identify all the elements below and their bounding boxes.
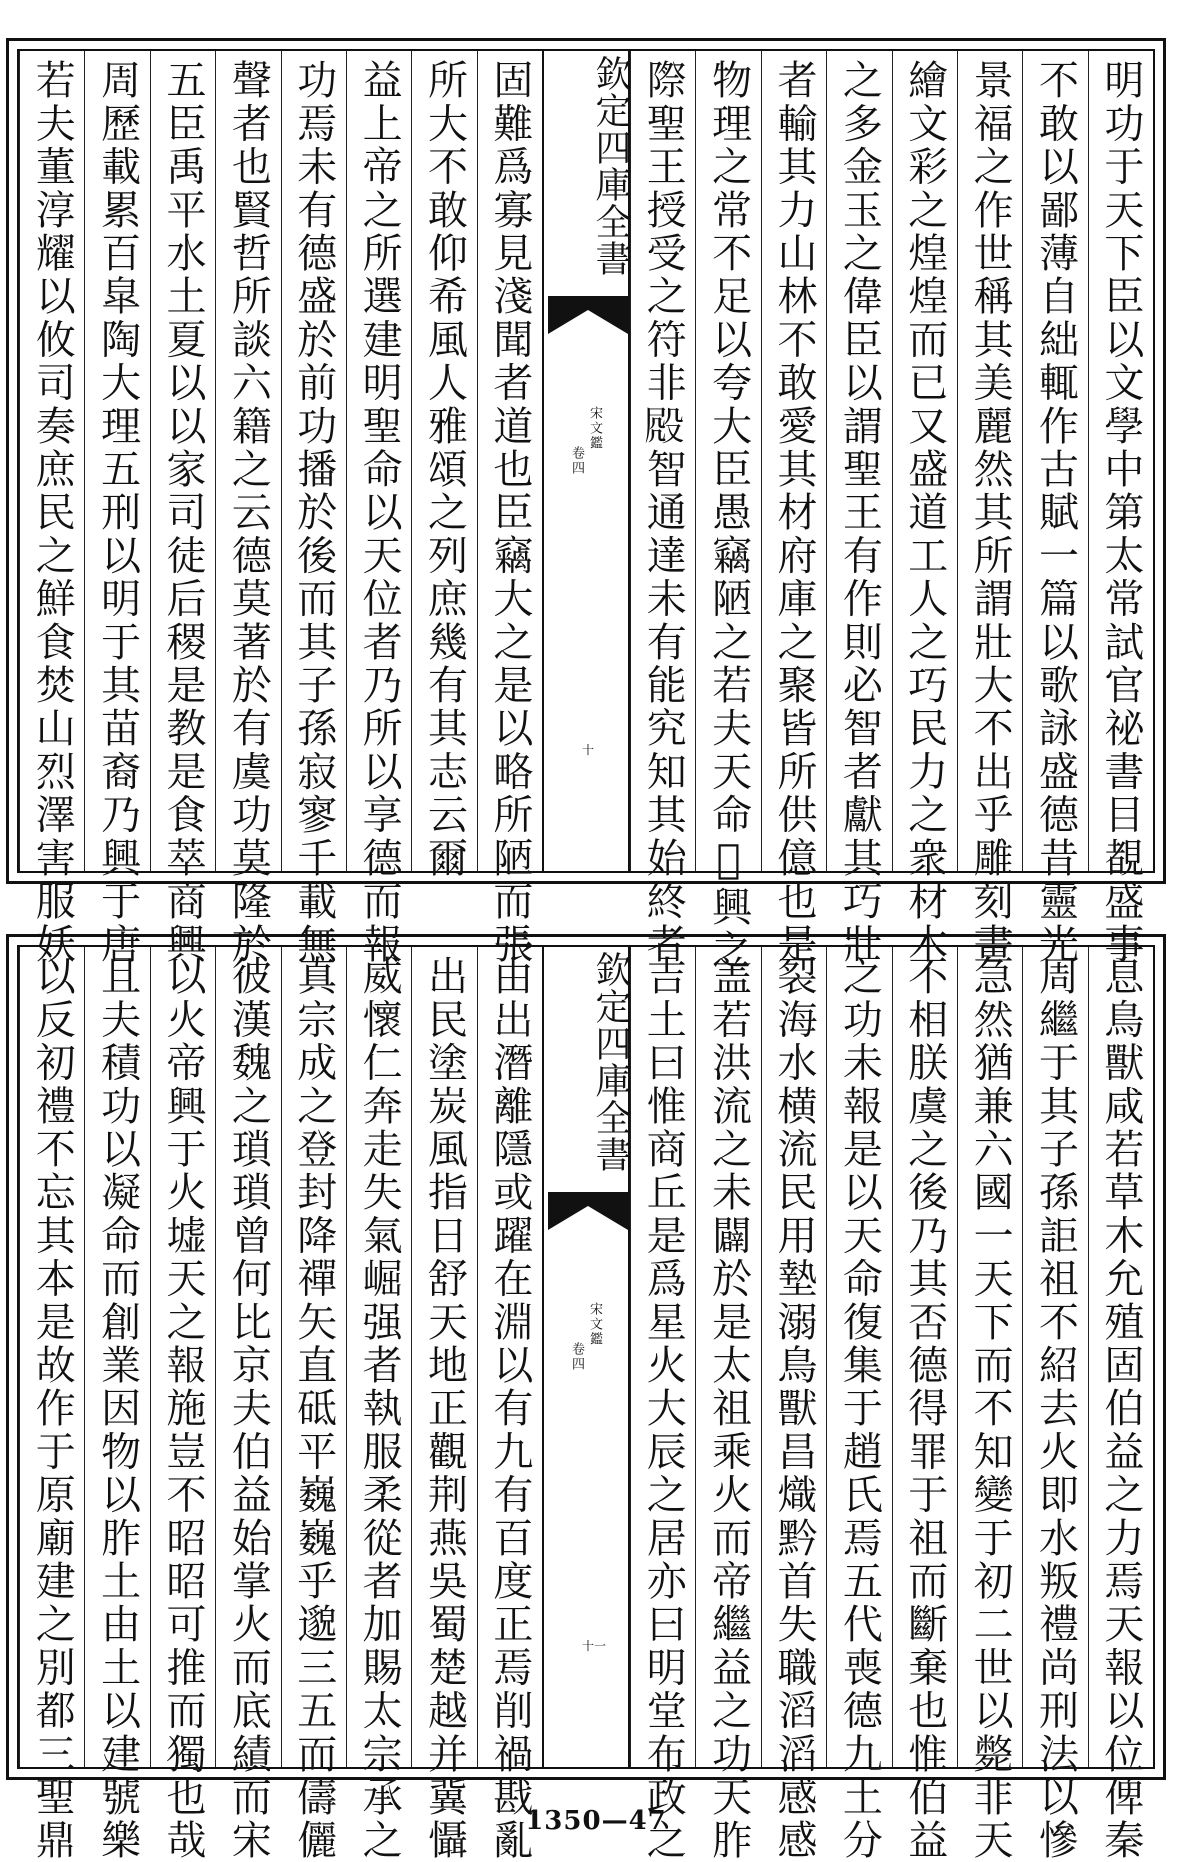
lower-fish-tail-mark-icon — [548, 1192, 628, 1232]
upper-collection-title: 欽定四庫全書 — [590, 55, 631, 277]
lower-left-column-1 — [477, 947, 542, 1862]
lower-right-column-1-text: 息鳥獸咸若草木允殖固伯益之力焉天報以位俾秦 — [1097, 955, 1144, 1862]
upper-left-column-2-text: 所大不敢仰希風人雅頌之列庶幾有其志云爾 — [421, 59, 468, 880]
lower-left-column-7-text: 且夫積功以凝命而創業因物以胙土由土以建號樂 — [94, 955, 141, 1862]
lower-right-column-8 — [630, 947, 695, 1862]
lower-right-column-7-text: 盖若洪流之未闢於是太祖乘火而帝繼益之功天胙 — [705, 955, 752, 1862]
lower-right-column-6-text: 裂海水横流民用墊溺鳥獸昌熾黔首失職滔滔感感 — [770, 955, 817, 1862]
lower-left-column-2 — [411, 947, 476, 1862]
upper-left-column-5 — [215, 51, 280, 967]
upper-right-column-2 — [1022, 51, 1087, 967]
lower-left-column-5-text: 彼漢魏之瑣瑣曾何比京夫伯益始掌火而底績而宋 — [225, 955, 272, 1862]
lower-left-column-7 — [84, 947, 149, 1862]
lower-collection-title: 欽定四庫全書 — [590, 951, 631, 1173]
upper-left-column-7-text: 周歷載累百皐陶大理五刑以明于其苗裔乃興于唐 — [94, 59, 141, 967]
upper-book-name: 宋文鑑 — [587, 406, 602, 451]
lower-right-column-1 — [1088, 947, 1153, 1862]
upper-right-column-4-text: 繪文彩之煌煌而已又盛道工人之巧民力之衆材木 — [901, 59, 948, 967]
lower-left-column-2-text: 出民塗炭風指日舒天地正觀荆燕吳蜀楚越并冀懾 — [421, 955, 468, 1862]
lower-left-column-5 — [215, 947, 280, 1862]
upper-left-column-6 — [150, 51, 215, 967]
upper-right-column-1-text: 明功于天下臣以文學中第太常試官祕書目覩盛事 — [1097, 59, 1144, 967]
lower-volume-label: 卷四 — [569, 1342, 584, 1372]
lower-right-column-3 — [957, 947, 1022, 1862]
lower-right-column-8-text: 吉土曰惟商丘是爲星火大辰之居亦曰明堂布政之 — [640, 955, 687, 1862]
lower-left-column-6 — [150, 947, 215, 1862]
upper-right-column-3 — [957, 51, 1022, 967]
upper-left-column-3-text: 益上帝之所選建明聖命以天位者乃所以享德而報 — [356, 59, 403, 967]
upper-left-column-7 — [84, 51, 149, 967]
upper-right-column-1 — [1088, 51, 1153, 967]
lower-left-column-1-text: 由出潛離隱或躍在淵以有九有百度正焉削禍戡亂 — [486, 955, 533, 1862]
upper-left-column-8-text: 若夫董淳耀以攸司奏庶民之鮮食焚山烈澤害服妖 — [29, 59, 76, 967]
page-number-footer: 1350—47 — [525, 1806, 667, 1836]
upper-right-column-5-text: 之多金玉之偉臣以謂聖王有作則必智者獻其巧壯 — [836, 59, 883, 967]
lower-right-column-6 — [761, 947, 826, 1862]
lower-leaf-number: 十一 — [582, 1639, 607, 1653]
upper-right-column-6-text: 者輸其力山林不敢愛其材府庫之聚皆所供億也是 — [770, 59, 817, 967]
lower-center-margin — [542, 947, 630, 1767]
upper-left-column-2 — [411, 51, 476, 880]
upper-right-column-6 — [761, 51, 826, 967]
upper-page-inner-frame — [17, 49, 1155, 973]
upper-right-column-7-text: 物理之常不足以夸大臣愚竊陋之若夫天命𤼵興之 — [705, 59, 752, 973]
upper-left-column-4-text: 功焉未有德盛於前功播於後而其子孫寂寥千載無 — [290, 59, 337, 967]
upper-left-column-8 — [19, 51, 84, 967]
lower-right-column-4 — [892, 947, 957, 1862]
upper-right-column-2-text: 不敢以鄙薄自絀輒作古賦一篇以歌詠盛德昔靈光 — [1032, 59, 1079, 967]
lower-right-column-7 — [695, 947, 760, 1862]
lower-book-name: 宋文鑑 — [587, 1302, 602, 1347]
upper-left-column-4 — [281, 51, 346, 967]
upper-right-column-3-text: 景福之作世稱其美麗然其所謂壯大不出乎雕刻畫 — [967, 59, 1014, 967]
upper-volume-label: 卷四 — [569, 446, 584, 476]
upper-left-column-1 — [477, 51, 542, 967]
upper-leaf-number: 十 — [582, 743, 595, 757]
lower-left-column-3 — [346, 947, 411, 1862]
upper-right-column-4 — [892, 51, 957, 967]
lower-left-column-8-text: 以反初禮不忘其本是故作于原廟建之別都三聖鼎 — [29, 955, 76, 1862]
upper-fish-tail-mark-icon — [548, 296, 628, 336]
lower-right-column-3-text: 急然猶兼六國一天下而不知變于初二世以斃非天 — [967, 955, 1014, 1862]
lower-left-column-8 — [19, 947, 84, 1862]
upper-right-column-8-text: 際聖王授受之符非𣪍智通達未有能究知其始終者 — [640, 59, 687, 967]
lower-right-column-2-text: 周繼于其子孫詎祖不紹去火即水叛禮尚刑法以慘 — [1032, 955, 1079, 1862]
upper-left-column-5-text: 聲者也賢哲所談六籍之云德莫著於有虞功莫隆於 — [225, 59, 272, 967]
lower-right-column-5-text: 之功未報是以天命復集于趙氏焉五代喪德九土分 — [836, 955, 883, 1862]
lower-right-column-4-text: 不相朕虞之後乃其否德得罪于祖而斷棄也惟伯益 — [901, 955, 948, 1862]
upper-left-column-6-text: 五臣禹平水土夏以以家司徒后稷是教是食萃商興 — [159, 59, 206, 967]
lower-left-column-3-text: 威懷仁奔走失氣崛强者執服柔從者加賜太宗承之 — [356, 955, 403, 1862]
lower-left-column-4-text: 真宗成之登封降禪矢直砥平巍巍乎邈三五而儔儷 — [290, 955, 337, 1862]
upper-right-column-5 — [826, 51, 891, 967]
upper-right-column-8 — [630, 51, 695, 967]
upper-left-column-1-text: 固難爲寡見淺聞者道也臣竊大之是以略所陋而張 — [486, 59, 533, 967]
lower-right-column-2 — [1022, 947, 1087, 1862]
lower-left-column-4 — [281, 947, 346, 1862]
upper-page-frame — [6, 38, 1166, 973]
upper-left-column-3 — [346, 51, 411, 967]
upper-right-column-7 — [695, 51, 760, 973]
lower-right-column-5 — [826, 947, 891, 1862]
upper-center-margin — [542, 51, 630, 871]
lower-left-column-6-text: 以火帝興于火墟天之報施豈不昭昭可推而獨也哉 — [159, 955, 206, 1862]
